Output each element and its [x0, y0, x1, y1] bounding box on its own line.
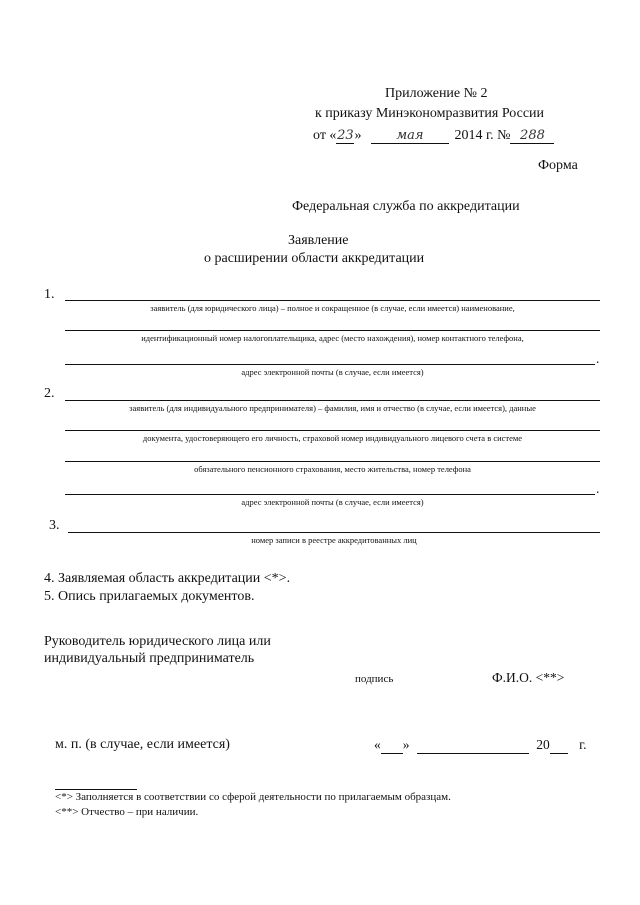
sign-date-close-quote: » — [402, 737, 410, 752]
sign-date-year-prefix: 20 — [536, 737, 550, 752]
section-2-field-4[interactable] — [65, 494, 595, 495]
signatory-title-line-1: Руководитель юридического лица или — [44, 634, 271, 649]
item-4-accreditation-scope: 4. Заявляемая область аккредитации <*>. — [44, 571, 291, 586]
footnote-divider — [55, 789, 137, 790]
section-2-field-1[interactable] — [65, 400, 600, 401]
section-1-period: . — [596, 351, 600, 366]
section-2-caption-1: заявитель (для индивидуального предпринимателя) – фамилия, имя и отчество (в случае, если имеется), данные — [129, 403, 536, 413]
section-2-caption-2: документа, удостоверяющего его личность, страховой номер индивидуального лицевого счета в системе — [142, 433, 523, 443]
item-5-documents-list: 5. Опись прилагаемых документов. — [44, 589, 255, 604]
agency-name: Федеральная служба по аккредитации — [292, 199, 520, 214]
section-2-period: . — [596, 481, 600, 496]
section-3-field[interactable] — [68, 532, 600, 533]
footnote-1: <*> Заполняется в соответствии со сферой деятельности по прилагаемым образцам. — [55, 791, 451, 803]
sign-date-year-field[interactable] — [550, 737, 568, 754]
date-prefix: от « — [313, 128, 337, 143]
order-reference: к приказу Минэкономразвития России — [315, 106, 545, 121]
section-2-caption-3: обязательного пенсионного страхования, место жительства, номер телефона — [194, 464, 471, 474]
document-title: Заявление — [288, 233, 349, 248]
sign-date-day-field[interactable] — [381, 737, 403, 754]
stamp-label: м. п. (в случае, если имеется) — [55, 737, 230, 752]
section-2-field-3[interactable] — [65, 461, 600, 462]
sign-date-open-quote: « — [374, 737, 381, 752]
sign-date-line — [374, 737, 587, 754]
section-1-caption-2: идентификационный номер налогоплательщика, адрес (место нахождения), номер контактного телефона, — [141, 333, 524, 343]
date-year-number: 2014 г. № — [454, 128, 511, 143]
section-1-field-1[interactable] — [65, 300, 600, 301]
sign-date-year-suffix: г. — [579, 737, 587, 752]
section-2-caption-4: адрес электронной почты (в случае, если имеется) — [241, 497, 424, 507]
form-label: Форма — [538, 158, 578, 173]
section-1-caption-3: адрес электронной почты (в случае, если имеется) — [241, 367, 424, 377]
signatory-title-line-2: индивидуальный предприниматель — [44, 651, 255, 666]
annex-number: Приложение № 2 — [385, 86, 488, 101]
document-subtitle: о расширении области аккредитации — [204, 251, 425, 266]
date-mid: » — [354, 128, 362, 143]
section-1-caption-1: заявитель (для юридического лица) – полное и сокращенное (в случае, если имеется) наименование, — [150, 303, 515, 313]
section-1-field-2[interactable] — [65, 330, 600, 331]
section-3-number: 3. — [49, 518, 60, 533]
section-2-number: 2. — [44, 386, 55, 401]
order-number-handwritten: 288 — [510, 128, 554, 144]
section-2-field-2[interactable] — [65, 430, 600, 431]
order-date-line — [313, 128, 554, 144]
signature-label: подпись — [355, 673, 394, 685]
date-month-handwritten: мая — [371, 128, 449, 144]
section-3-caption: номер записи в реестре аккредитованных лиц — [251, 535, 417, 545]
full-name-label: Ф.И.О. <**> — [492, 670, 565, 685]
date-day-handwritten: 23 — [337, 128, 354, 143]
section-1-number: 1. — [44, 287, 55, 302]
section-1-field-3[interactable] — [65, 364, 595, 365]
sign-date-month-field[interactable] — [417, 737, 529, 754]
footnote-2: <**> Отчество – при наличии. — [55, 806, 199, 818]
